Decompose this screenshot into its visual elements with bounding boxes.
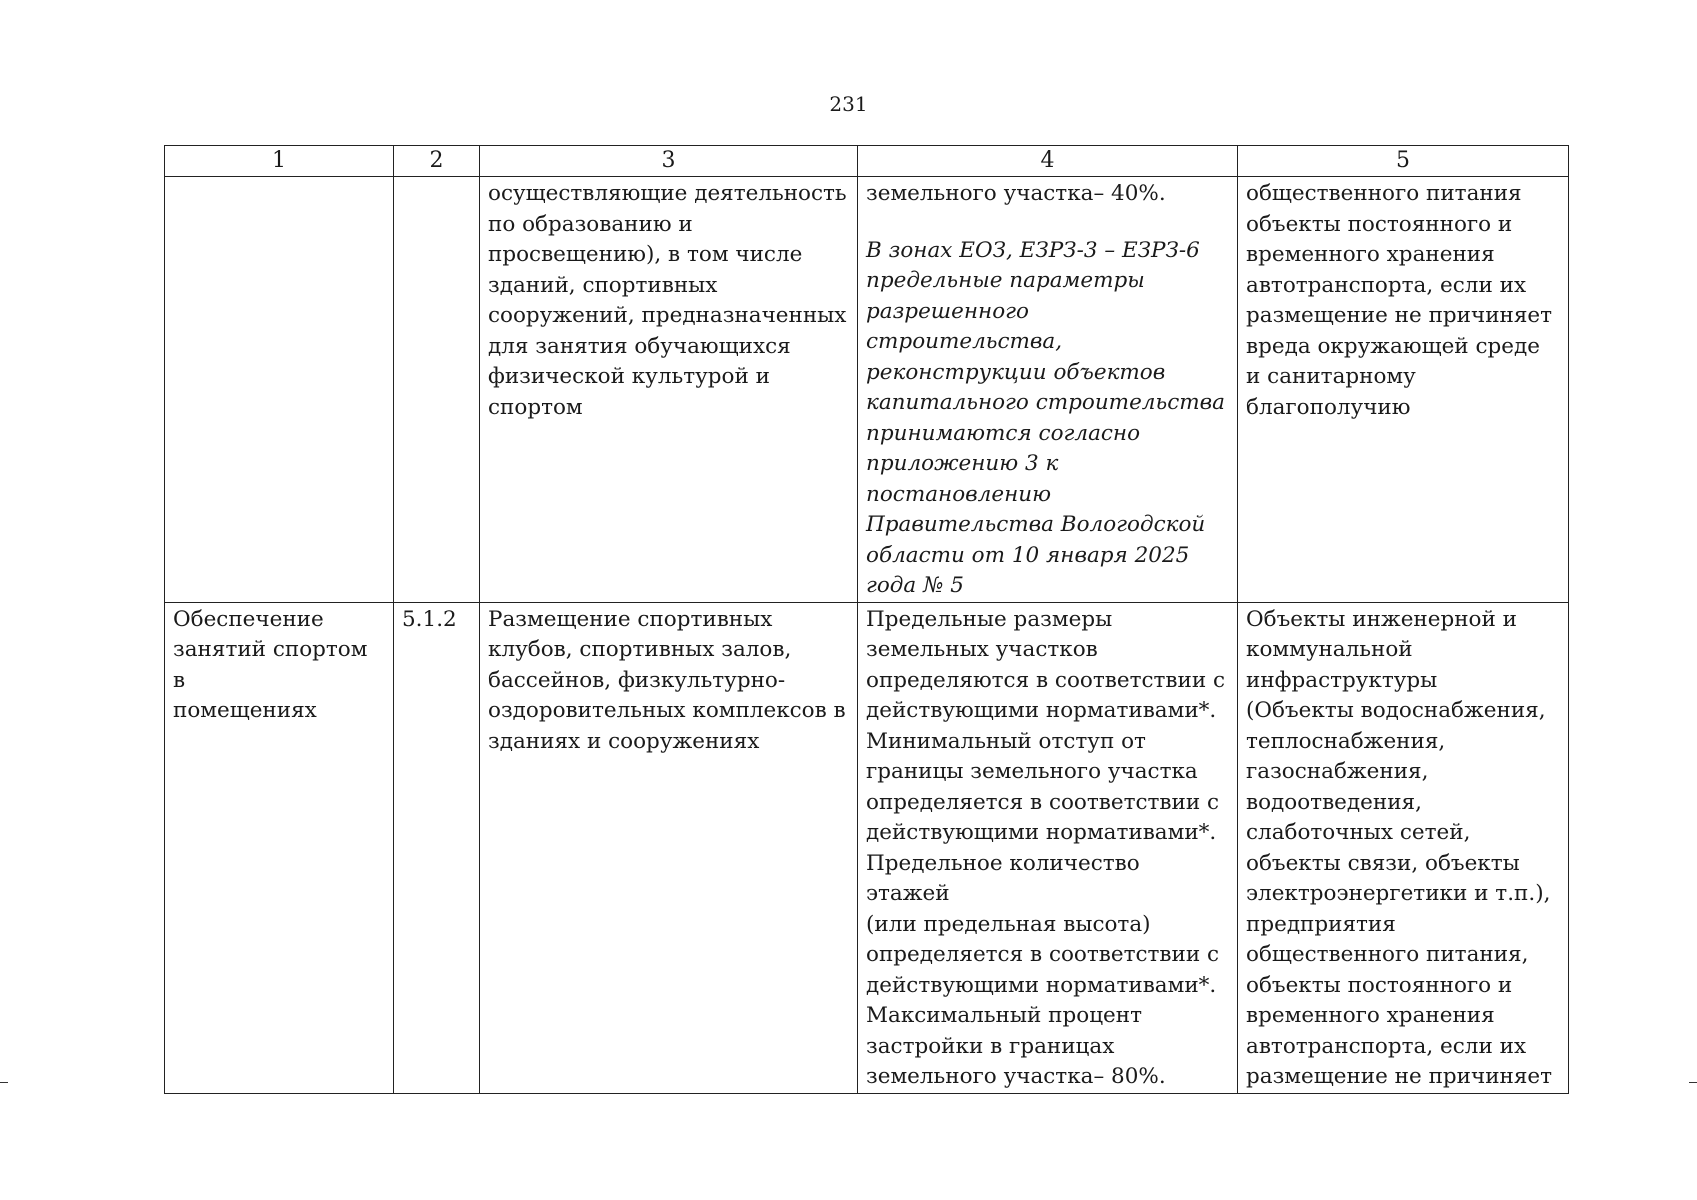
page-number: 231: [829, 92, 868, 116]
row1-parameters-text: земельного участка– 40%.: [866, 181, 1166, 206]
row1-code: [394, 177, 480, 603]
header-row: [165, 146, 1569, 177]
row1-auxiliary-uses: общественного питания объекты постоянного и временного хранения автотранспорта, если их размещение не причиняет вреда окружающей среде и санитарному благополучию: [1238, 177, 1569, 603]
right-margin-mark: [1689, 1082, 1697, 1083]
header-col-2: 2: [394, 146, 480, 177]
header-col-3: 3: [480, 146, 858, 177]
header-col-5: 5: [1238, 146, 1569, 177]
row2-land-use-name: Обеспечение занятий спортом в помещениях: [165, 602, 394, 1093]
row2-description: Размещение спортивных клубов, спортивных залов, бассейнов, физкультурно- оздоровительных комплексов в зданиях и сооружениях: [480, 602, 858, 1093]
table-row: [165, 177, 1569, 603]
row2-parameters: Предельные размеры земельных участков определяются в соответствии с действующими нормативами*. Минимальный отступ от границы земельного участка определяется в соответствии с действующими нормативами*. Предельное количество этажей (или предельная высота) определяется в соответствии с действующими нормативами*. Максимальный процент застройки в границах земельного участка– 80%.: [858, 602, 1238, 1093]
table-row: [165, 602, 1569, 1093]
row2-auxiliary-uses: Объекты инженерной и коммунальной инфраструктуры (Объекты водоснабжения, теплоснабжения, газоснабжения, водоотведения, слаботочных сетей, объекты связи, объекты электроэнергетики и т.п.), предприятия общественного питания, объекты постоянного и временного хранения автотранспорта, если их размещение не причиняет: [1238, 602, 1569, 1093]
row1-land-use-name: [165, 177, 394, 603]
row1-parameters-note: В зонах ЕОЗ, ЕЗРЗ-3 – ЕЗРЗ-6 предельные параметры разрешенного строительства, реконструкции объектов капитального строительства принимаются согласно приложению 3 к постановлению Правительства Вологодской области от 10 января 2025 года № 5: [866, 237, 1225, 598]
row2-code: 5.1.2: [394, 602, 480, 1093]
row1-parameters: [858, 177, 1238, 603]
row1-description: осуществляющие деятельность по образованию и просвещению), в том числе зданий, спортивных сооружений, предназначенных для занятия обучающихся физической культурой и спортом: [480, 177, 858, 603]
header-col-1: 1: [165, 146, 394, 177]
header-col-4: 4: [858, 146, 1238, 177]
land-use-table: [164, 145, 1569, 1094]
left-margin-mark: [0, 1082, 8, 1083]
